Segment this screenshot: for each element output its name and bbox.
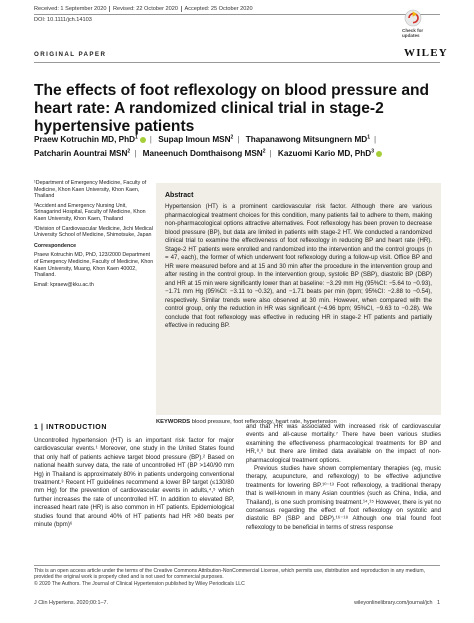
accepted-date: Accepted: 25 October 2020 xyxy=(184,6,253,13)
paragraph: and that HR was associated with increased risk of cardiovascular events and all-cause mortality.⁷ There have been various studies examining the effectiveness pharmacological treatments for BP and HR,⁸,⁹ but there are limited data available on the impact of non-pharmacological treatment options. xyxy=(246,423,441,464)
header-divider xyxy=(34,14,440,15)
author-affiliation-mark: 2 xyxy=(262,148,266,155)
body-column-right xyxy=(246,423,441,532)
check-for-updates-badge[interactable] xyxy=(402,6,438,42)
license-text: This is an open access article under the terms of the Creative Commons Attribution-NonCommercial License, which permits use, distribution and reproduction in any medium, provided the original work is properly cited and is not used for commercial purposes. xyxy=(34,568,425,581)
copyright-text: © 2020 The Authors. The Journal of Clinical Hypertension published by Wiley Periodicals LLC xyxy=(34,580,245,587)
author-name[interactable]: Thapanawong Mitsungnern MD xyxy=(245,135,368,144)
publisher-logo: WILEY xyxy=(404,47,448,59)
badge-text-line1: Check for xyxy=(402,28,424,33)
author-name[interactable]: Patcharin Aountrai MSN xyxy=(34,149,128,158)
badge-text-line2: updates xyxy=(402,33,420,38)
affiliation: ¹Department of Emergency Medicine, Faculty of Medicine, Khon Kaen University, Khon Kaen, Thailand xyxy=(34,180,147,200)
correspondence-text: Praew Kotruchin MD, PhD, 123/2000 Department of Emergency Medicine, Faculty of Medicine, Khon Kaen University, Muang, Khon Kaen 40002, Thailand. xyxy=(34,252,154,279)
article-type: ORIGINAL PAPER xyxy=(34,51,107,58)
orcid-icon[interactable] xyxy=(140,137,146,143)
revised-date: Revised: 22 October 2020 xyxy=(112,6,178,13)
paragraph: Previous studies have shown complementary therapies (eg, music therapy, acupuncture, and reflexology) to be effective adjunctive treatments for lowering BP.¹⁰⁻¹³ Foot reflexology, a traditional therapy that is well-known in many Asian countries (such as China, India, and Thailand), is one such promising treatment.¹⁴,¹⁵ However, there is yet no consensus regarding the effect of foot reflexology on systolic and diastolic BP (SBP and DBP).¹⁶⁻¹⁸ Although one trial found foot reflexology to be beneficial in terms of stress response xyxy=(246,465,441,531)
author-name[interactable]: Kazuomi Kario MD, PhD xyxy=(277,149,372,158)
correspondence-heading: Correspondence xyxy=(34,242,77,249)
received-date: Received: 1 September 2020 xyxy=(34,6,107,13)
article-title: The effects of foot reflexology on blood pressure and heart rate: A randomized clinical trial in stage-2 hypertensive patients xyxy=(34,82,430,135)
author-list: Praew Kotruchin MD, PhD$^1$ | Supap Imoun MSN$^2$ | Thapanawong Mitsungnern $MD^1$ | Patcharin Aountrai MSN$^2$ | Maneenuch Domthaisong MSN$^2$ | Kazuomi Kario MD, PhD$^3$ xyxy=(34,133,444,161)
author-affiliation-mark: 2 xyxy=(230,134,234,141)
abstract-heading: Abstract xyxy=(165,192,194,199)
affiliations xyxy=(34,180,154,291)
author-affiliation-mark: 3 xyxy=(371,148,374,155)
correspondence-email[interactable]: Email: kpraew@kku.ac.th xyxy=(34,281,94,288)
journal-citation: J Clin Hypertens. 2020;00:1–7. xyxy=(34,600,109,606)
section-heading: 1 | INTRODUCTION xyxy=(34,424,108,431)
orcid-icon[interactable] xyxy=(376,151,382,157)
title-divider xyxy=(34,62,440,63)
footer-divider xyxy=(34,565,440,566)
author-affiliation-mark: 2 xyxy=(127,148,131,155)
journal-url-and-page[interactable] xyxy=(354,600,440,606)
keywords-label: KEYWORDS xyxy=(156,419,191,425)
journal-url[interactable]: wileyonlinelibrary.com/journal/jch xyxy=(354,600,433,606)
paragraph: Uncontrolled hypertension (HT) is an important risk factor for major cardiovascular events.¹ Moreover, one study in the United States found that only half of patients achieve target blood pressure (BP).² Based on national health survey data, the rate of uncontrolled HT (BP >140/90 mm Hg) in Thailand is approximately 80% in patients undergoing conventional treatment.³ Recent HT guidelines recommend a lower BP target (≤130/80 mm Hg) for the prevention of cardiovascular events in adults,⁴,⁵ which further increases the rate of uncontrolled HT. In addition to elevated BP, increased heart rate (HR) is also common in HT patients. Epidemiological studies found that around 40% of HT patients had HR >80 beats per minute (bpm)⁶ xyxy=(34,437,234,529)
page-footer xyxy=(34,600,440,606)
affiliation: ²Accident and Emergency Nursing Unit, Srinagarind Hospital, Faculty of Medicine, Khon Kaen University, Khon Kaen, Thailand xyxy=(34,202,146,222)
author-name[interactable]: Praew Kotruchin MD, PhD xyxy=(34,135,135,144)
page-number: 1 xyxy=(437,600,440,606)
author-name[interactable]: Supap Imoun MSN xyxy=(158,135,231,144)
body-column-left xyxy=(34,437,234,529)
author-affiliation-mark: 1 xyxy=(135,134,138,141)
abstract-text: Hypertension (HT) is a prominent cardiovascular risk factor. Although there are various pharmacological treatment choices for this condition, many patients fail to adhere to them, making non-pharmacological options attractive alternatives. Foot reflexology has been proven to decrease blood pressure (BP), but data are limited in patients with stage-2 HT. We conducted a randomized clinical trial to examine the effectiveness of foot reflexology in reducing BP and heart rate (HR). Stage-2 HT patients were enrolled and randomized into the intervention and the control groups (n = 47, each), the former of which underwent foot reflexology during a follow-up visit. Office BP and HR were measured before and at 15 and 30 min after the procedure in the intervention group and after resting in the control group. In the intervention group, systolic BP (SBP), diastolic BP (DBP) and HR at 15 min were significantly lower than at baseline: −3.29 mm Hg (95%CI: −5.64 to −0.93), −1.71 mm Hg (95%CI: −3.11 to −0.32), and −1.71 beats per min (bpm; 95%CI: −2.88 to −0.54), respectively. Similar trends were also observed at 30 min. However, when compared with the control group, only the reduction in HR was significant (−4.96 bpm; 95%CI, −9.63 to −0.28). We conclude that foot reflexology was effective in reducing HR in stage-2 HT patients and partially effective in reducing BP. xyxy=(165,203,432,329)
doi[interactable]: DOI: 10.1111/jch.14103 xyxy=(34,17,92,23)
author-affiliation-mark: 1 xyxy=(367,134,370,141)
license-block xyxy=(34,568,440,587)
article-history xyxy=(34,6,253,12)
affiliation: ³Division of Cardiovascular Medicine, Jichi Medical University School of Medicine, Shimotsuke, Japan xyxy=(34,225,153,239)
author-name[interactable]: Maneenuch Domthaisong MSN xyxy=(142,149,263,158)
keywords-text: blood pressure, foot reflexology, heart rate, hypertension xyxy=(191,419,337,425)
abstract-box xyxy=(156,183,441,415)
